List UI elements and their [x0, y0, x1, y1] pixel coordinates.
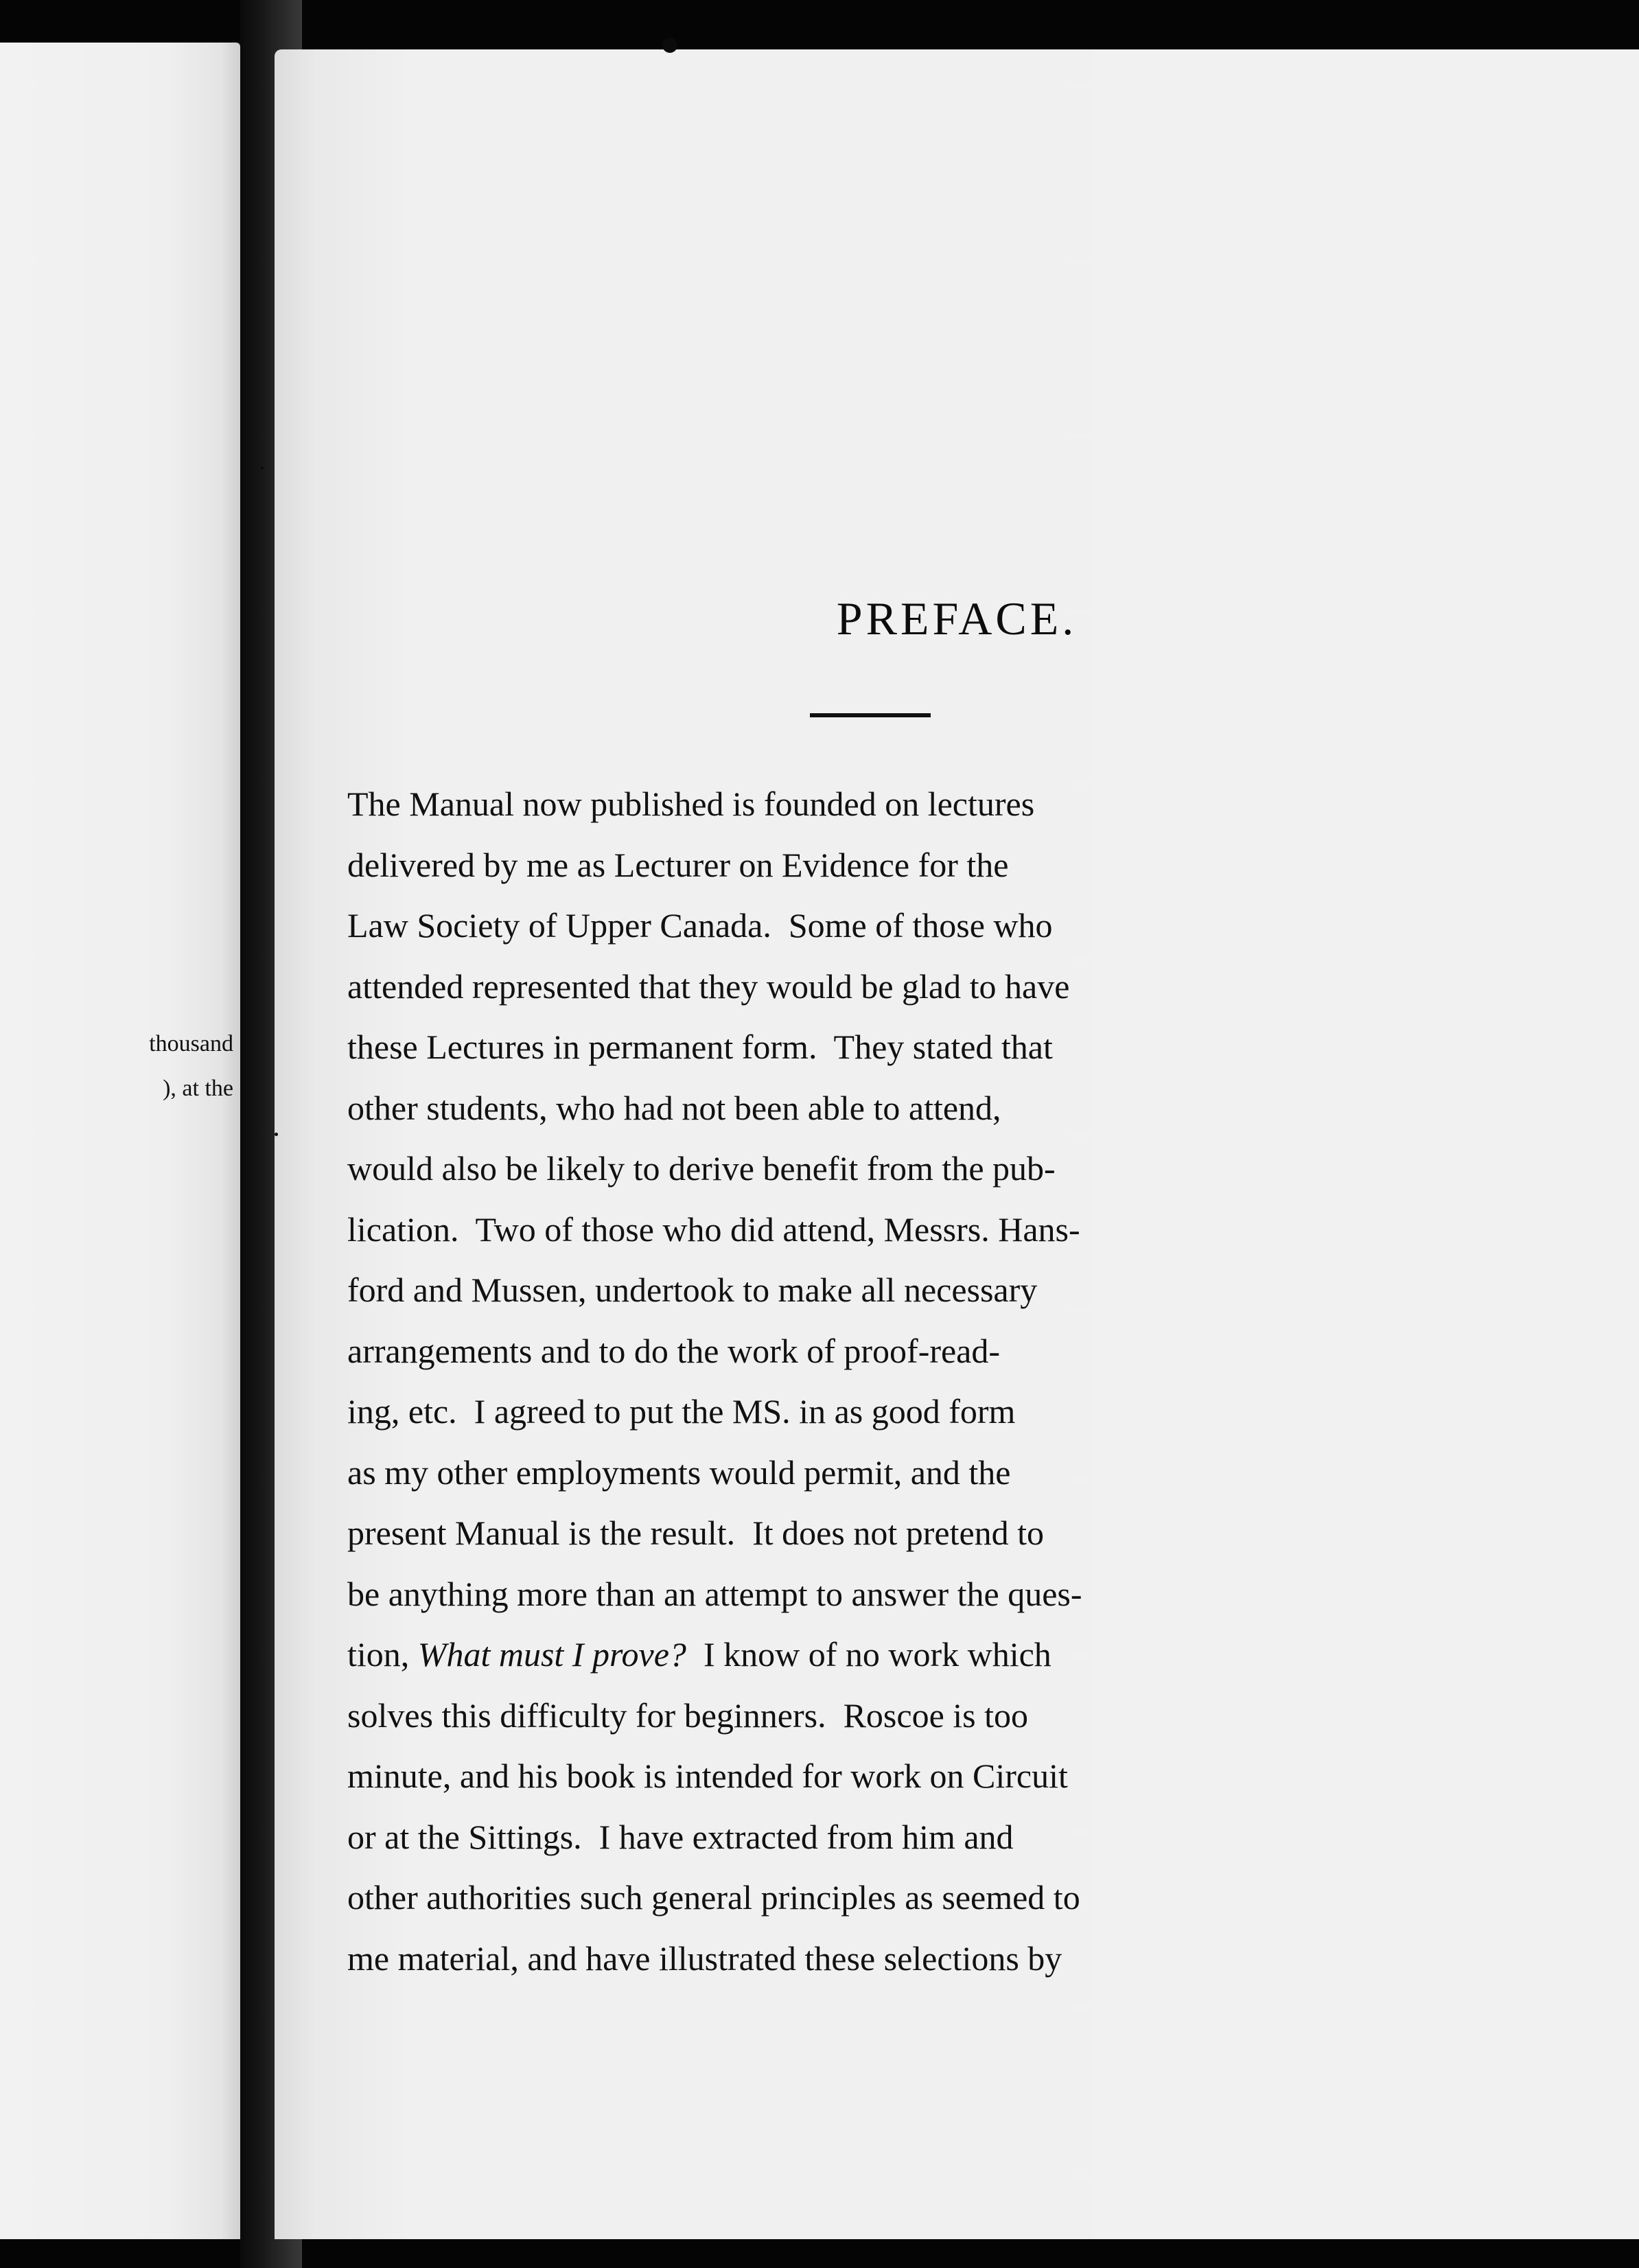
text-line: solves this difficulty for beginners. Roscoe is too — [347, 1696, 1029, 1735]
text-segment: tion, — [347, 1635, 418, 1674]
text-line: be anything more than an attempt to answer the ques- — [347, 1574, 1082, 1613]
text-line: ing, etc. I agreed to put the MS. in as good form — [347, 1392, 1016, 1431]
text-line: delivered by me as Lecturer on Evidence for the — [347, 845, 1009, 884]
page-title: PREFACE. — [836, 592, 1078, 645]
text-line: these Lectures in permanent form. They stated that — [347, 1028, 1053, 1066]
preface-page — [275, 49, 1639, 2239]
text-line: present Manual is the result. It does not pretend to — [347, 1514, 1045, 1552]
preface-body — [347, 774, 1639, 1989]
left-facing-page — [0, 43, 240, 2239]
text-line: The Manual now published is founded on lectures — [347, 785, 1035, 823]
left-page-fragment: ), at the — [163, 1076, 233, 1101]
text-line: attended represented that they would be glad to have — [347, 967, 1070, 1006]
text-line: minute, and his book is intended for work on Circuit — [347, 1757, 1068, 1795]
text-segment: I know of no work which — [686, 1635, 1051, 1674]
italic-question: What must I prove? — [417, 1635, 686, 1674]
text-line: or at the Sittings. I have extracted from him and — [347, 1817, 1014, 1856]
text-line: lication. Two of those who did attend, Messrs. Hans- — [347, 1210, 1080, 1249]
text-line: arrangements and to do the work of proof-read- — [347, 1331, 1001, 1370]
scan-speck — [261, 467, 264, 470]
title-rule — [810, 713, 931, 717]
text-line: other students, who had not been able to attend, — [347, 1088, 1001, 1127]
left-page-fragment: thousand — [149, 1031, 233, 1056]
text-line — [347, 1624, 1639, 1685]
text-line: as my other employments would permit, and the — [347, 1453, 1011, 1492]
text-line: ford and Mussen, undertook to make all necessary — [347, 1271, 1038, 1309]
text-line: me material, and have illustrated these selections by — [347, 1939, 1062, 1978]
text-line: would also be likely to derive benefit from the pub- — [347, 1149, 1056, 1188]
scan-speck — [662, 38, 677, 53]
text-line: other authorities such general principles as seemed to — [347, 1878, 1080, 1917]
scan-speck — [275, 1133, 278, 1136]
text-line: Law Society of Upper Canada. Some of those who — [347, 906, 1053, 945]
